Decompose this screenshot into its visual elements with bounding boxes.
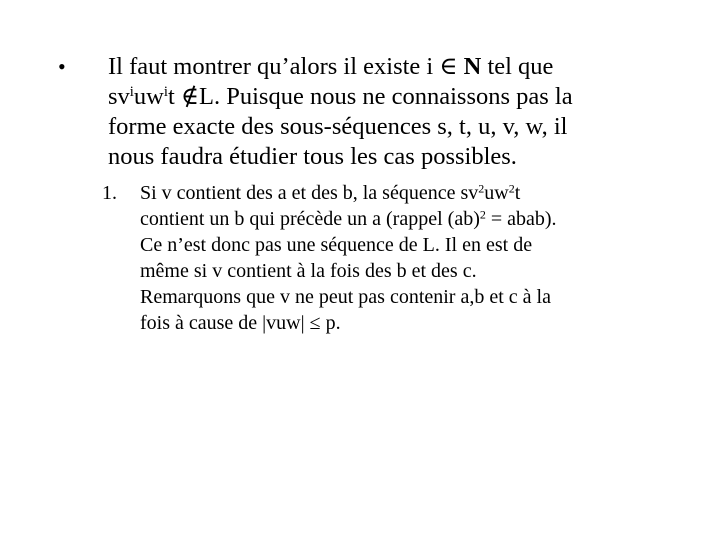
exponent: 2 (479, 207, 486, 222)
text: = abab). (485, 208, 557, 230)
list-item-line-5: Remarquons que v ne peut pas contenir a,b et c à la (140, 286, 551, 308)
list-item-line-2 (140, 206, 680, 232)
paragraph-line-3: forme exacte des sous-séquences s, t, u, v, w, il (108, 113, 568, 140)
exponent: i (163, 83, 168, 100)
element-of-symbol: ∈ (439, 53, 458, 80)
list-item-number: 1. (102, 182, 117, 204)
paragraph-line-1 (108, 52, 668, 82)
text: Si v contient des a et des b, la séquence sv (140, 182, 479, 204)
list-item (140, 180, 680, 336)
paragraph-line-2 (108, 82, 668, 112)
text: sv (108, 83, 130, 110)
text: contient un b qui précède un a (rappel (ab) (140, 208, 480, 230)
paragraph-line-4: nous faudra étudier tous les cas possibles. (108, 143, 517, 170)
text: t (167, 83, 181, 110)
exponent: i (129, 83, 134, 100)
exponent: 2 (508, 181, 515, 196)
list-item-line-1 (140, 180, 680, 206)
list-item-line-3: Ce n’est donc pas une séquence de L. Il en est de (140, 234, 533, 256)
exponent: 2 (478, 181, 485, 196)
natural-numbers-symbol: N (463, 53, 482, 80)
bullet-marker: • (58, 54, 66, 79)
main-paragraph (108, 52, 668, 172)
text: uw (484, 182, 509, 204)
list-item-line-4: même si v contient à la fois des b et des c. (140, 260, 477, 282)
text: Il faut montrer qu’alors il existe i (108, 53, 440, 80)
text: uw (133, 83, 164, 110)
text: tel que (481, 53, 554, 80)
text: t (514, 182, 521, 204)
not-element-of-symbol: ∉ (180, 83, 200, 110)
text: L. Puisque nous ne connaissons pas la (199, 83, 573, 110)
list-item-line-6: fois à cause de |vuw| ≤ p. (140, 312, 341, 334)
